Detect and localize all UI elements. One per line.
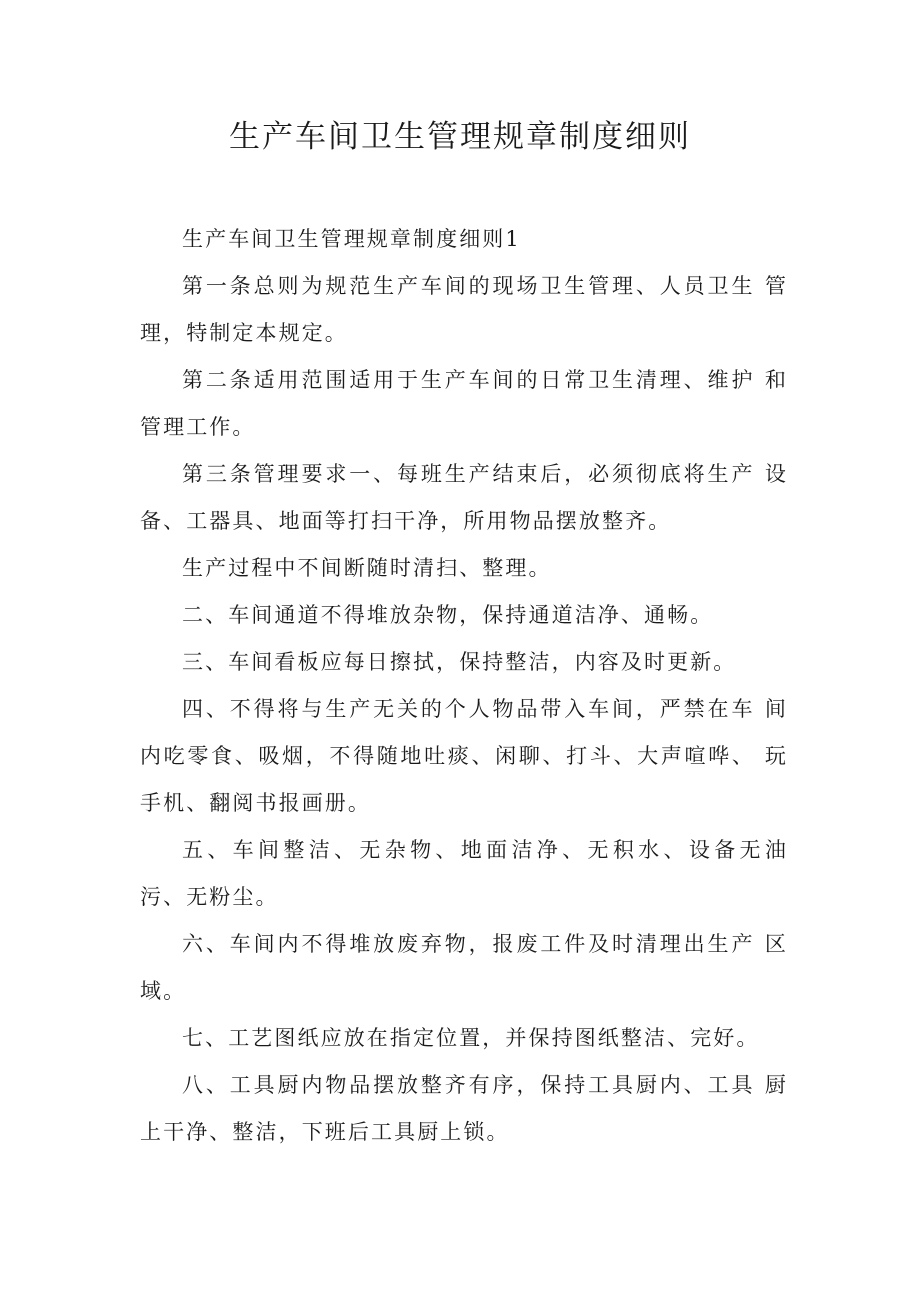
paragraph-article-3: 第三条管理要求一、每班生产结束后，必须彻底将生产 设备、工器具、地面等打扫干净，所用物品摆放整齐。 xyxy=(140,462,788,533)
paragraph-item-3: 三、车间看板应每日擦拭，保持整洁，内容及时更新。 xyxy=(182,650,737,674)
paragraph-article-1: 第一条总则为规范生产车间的现场卫生管理、人员卫生 管理，特制定本规定。 xyxy=(140,274,788,345)
paragraph-item-8: 八、工具厨内物品摆放整齐有序，保持工具厨内、工具 厨上干净、整洁，下班后工具厨上锁。 xyxy=(140,1073,788,1144)
paragraph-item-2: 二、车间通道不得堆放杂物，保持通道洁净、通畅。 xyxy=(182,603,714,627)
paragraph-article-2: 第二条适用范围适用于生产车间的日常卫生清理、维护 和管理工作。 xyxy=(140,368,788,439)
paragraph-item-5: 五、车间整洁、无杂物、地面洁净、无积水、设备无油 污、无粉尘。 xyxy=(140,838,788,909)
paragraph-item-7: 七、工艺图纸应放在指定位置，并保持图纸整洁、完好。 xyxy=(182,1026,760,1050)
document-title: 生产车间卫生管理规章制度细则 xyxy=(229,119,691,155)
paragraph-heading: 生产车间卫生管理规章制度细则1 xyxy=(182,227,521,251)
document-body xyxy=(140,216,788,1156)
paragraph-item-4: 四、不得将与生产无关的个人物品带入车间，严禁在车 间内吃零食、吸烟，不得随地吐痰、闲聊、打斗、大声喧哗、 玩手机、翻阅书报画册。 xyxy=(140,697,788,815)
paragraph-item-6: 六、车间内不得堆放废弃物，报废工件及时清理出生产 区域。 xyxy=(140,932,788,1003)
paragraph-continuous-cleaning: 生产过程中不间断随时清扫、整理。 xyxy=(182,556,552,580)
